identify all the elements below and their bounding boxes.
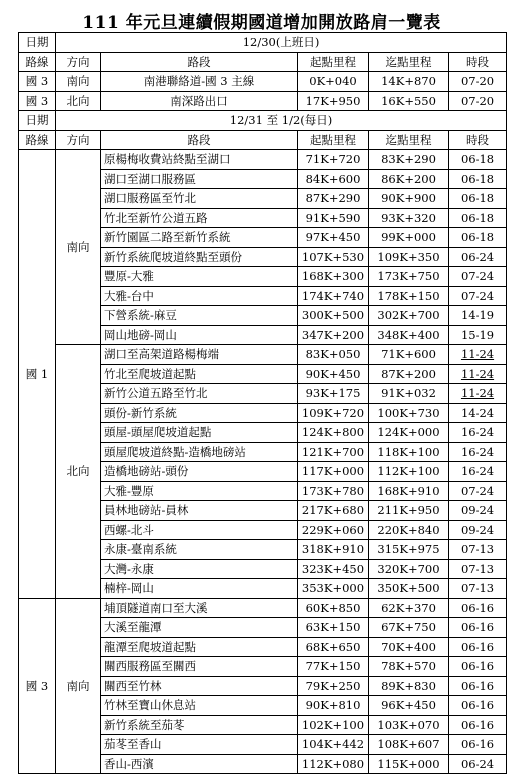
dir-cell: 北向 (56, 91, 101, 111)
end-cell: 70K+400 (369, 637, 449, 657)
end-cell: 93K+320 (369, 208, 449, 228)
end-cell: 302K+700 (369, 306, 449, 326)
end-cell: 173K+750 (369, 267, 449, 287)
start-cell: 347K+200 (298, 325, 369, 345)
section-cell: 湖口至湖口服務區 (101, 169, 298, 189)
time-cell: 14-19 (449, 306, 507, 326)
dir-header: 方向 (56, 52, 101, 72)
section-cell: 新竹公道五路至竹北 (101, 384, 298, 404)
time-cell: 06-16 (449, 715, 507, 735)
start-cell: 168K+300 (298, 267, 369, 287)
start-cell: 71K+720 (298, 150, 369, 170)
start-cell: 83K+050 (298, 345, 369, 365)
time-cell: 09-24 (449, 501, 507, 521)
road-header: 路線 (19, 130, 56, 150)
section-cell: 大雅-豐原 (101, 481, 298, 501)
time-cell: 06-18 (449, 150, 507, 170)
end-cell: 124K+000 (369, 423, 449, 443)
start-cell: 107K+530 (298, 247, 369, 267)
start-cell: 117K+000 (298, 462, 369, 482)
start-cell: 124K+800 (298, 423, 369, 443)
time-cell: 07-24 (449, 267, 507, 287)
road-cell: 國 1 (19, 150, 56, 599)
end-cell: 90K+900 (369, 189, 449, 209)
start-header: 起點里程 (298, 130, 369, 150)
time-cell: 11-24 (449, 384, 507, 404)
time-cell: 07-13 (449, 579, 507, 599)
start-cell: 87K+290 (298, 189, 369, 209)
section-cell: 關西至竹林 (101, 676, 298, 696)
time-cell: 06-24 (449, 754, 507, 774)
section-cell: 大灣-永康 (101, 559, 298, 579)
dir-cell: 南向 (56, 72, 101, 92)
end-cell: 109K+350 (369, 247, 449, 267)
end-cell: 350K+500 (369, 579, 449, 599)
start-cell: 17K+950 (298, 91, 369, 111)
start-cell: 60K+850 (298, 598, 369, 618)
start-cell: 90K+810 (298, 696, 369, 716)
start-cell: 77K+150 (298, 657, 369, 677)
end-cell: 89K+830 (369, 676, 449, 696)
time-cell: 06-16 (449, 598, 507, 618)
date-row (19, 33, 507, 53)
time-cell: 06-18 (449, 208, 507, 228)
time-cell: 07-13 (449, 559, 507, 579)
time-cell: 06-16 (449, 696, 507, 716)
section-cell: 下營系統-麻豆 (101, 306, 298, 326)
table-row (19, 72, 507, 92)
time-cell: 07-24 (449, 481, 507, 501)
time-cell: 06-18 (449, 228, 507, 248)
section-cell: 埔頂隧道南口至大溪 (101, 598, 298, 618)
section-cell: 南港聯絡道-國 3 主線 (101, 72, 298, 92)
time-cell: 06-18 (449, 189, 507, 209)
start-cell: 323K+450 (298, 559, 369, 579)
end-cell: 14K+870 (369, 72, 449, 92)
start-cell: 84K+600 (298, 169, 369, 189)
section-cell: 南深路出口 (101, 91, 298, 111)
road-cell: 國 3 (19, 598, 56, 774)
time-cell: 06-16 (449, 657, 507, 677)
end-header: 迄點里程 (369, 130, 449, 150)
end-cell: 83K+290 (369, 150, 449, 170)
section-cell: 龍潭至爬坡道起點 (101, 637, 298, 657)
date-value: 12/30(上班日) (56, 33, 507, 53)
section-cell: 茄苳至香山 (101, 735, 298, 755)
end-cell: 78K+570 (369, 657, 449, 677)
end-cell: 91K+032 (369, 384, 449, 404)
start-cell: 90K+450 (298, 364, 369, 384)
start-cell: 300K+500 (298, 306, 369, 326)
end-cell: 315K+975 (369, 540, 449, 560)
date-header: 日期 (19, 111, 56, 131)
start-cell: 0K+040 (298, 72, 369, 92)
end-cell: 16K+550 (369, 91, 449, 111)
section-cell: 新竹系統爬坡道終點至頭份 (101, 247, 298, 267)
page-title: 111 年元旦連續假期國道增加開放路肩一覽表 (82, 13, 441, 33)
section-cell: 西螺-北斗 (101, 520, 298, 540)
start-cell: 174K+740 (298, 286, 369, 306)
section-cell: 永康-臺南系統 (101, 540, 298, 560)
end-cell: 320K+700 (369, 559, 449, 579)
end-cell: 118K+100 (369, 442, 449, 462)
time-cell: 14-24 (449, 403, 507, 423)
road-header: 路線 (19, 52, 56, 72)
dir-cell: 南向 (56, 598, 101, 774)
start-cell: 63K+150 (298, 618, 369, 638)
start-cell: 353K+000 (298, 579, 369, 599)
table-row (19, 345, 507, 365)
section-cell: 員林地磅站-員林 (101, 501, 298, 521)
time-header: 時段 (449, 130, 507, 150)
time-cell: 06-16 (449, 676, 507, 696)
section-cell: 岡山地磅-岡山 (101, 325, 298, 345)
start-cell: 173K+780 (298, 481, 369, 501)
section-cell: 頭份-新竹系統 (101, 403, 298, 423)
section-cell: 香山-西濱 (101, 754, 298, 774)
start-cell: 104K+442 (298, 735, 369, 755)
end-cell: 99K+000 (369, 228, 449, 248)
time-cell: 07-20 (449, 91, 507, 111)
start-cell: 97K+450 (298, 228, 369, 248)
section-cell: 湖口至高架道路楊梅端 (101, 345, 298, 365)
section-cell: 竹北至爬坡道起點 (101, 364, 298, 384)
shoulder-schedule-table (18, 32, 507, 774)
start-cell: 121K+700 (298, 442, 369, 462)
end-cell: 108K+607 (369, 735, 449, 755)
time-cell: 11-24 (449, 364, 507, 384)
start-cell: 93K+175 (298, 384, 369, 404)
start-cell: 217K+680 (298, 501, 369, 521)
section-cell: 竹北至新竹公道五路 (101, 208, 298, 228)
time-cell: 07-24 (449, 286, 507, 306)
start-cell: 79K+250 (298, 676, 369, 696)
dir-cell: 南向 (56, 150, 101, 345)
section-cell: 關西服務區至關西 (101, 657, 298, 677)
column-header-row (19, 130, 507, 150)
table-row (19, 598, 507, 618)
end-cell: 112K+100 (369, 462, 449, 482)
end-cell: 211K+950 (369, 501, 449, 521)
end-cell: 71K+600 (369, 345, 449, 365)
dir-cell: 北向 (56, 345, 101, 599)
start-header: 起點里程 (298, 52, 369, 72)
end-cell: 62K+370 (369, 598, 449, 618)
end-cell: 86K+200 (369, 169, 449, 189)
date-value: 12/31 至 1/2(每日) (56, 111, 507, 131)
end-header: 迄點里程 (369, 52, 449, 72)
dir-header: 方向 (56, 130, 101, 150)
section-cell: 竹林至寶山休息站 (101, 696, 298, 716)
end-cell: 168K+910 (369, 481, 449, 501)
end-cell: 100K+730 (369, 403, 449, 423)
end-cell: 67K+750 (369, 618, 449, 638)
end-cell: 115K+000 (369, 754, 449, 774)
section-cell: 頭屋-頭屋爬坡道起點 (101, 423, 298, 443)
time-cell: 11-24 (449, 345, 507, 365)
end-cell: 220K+840 (369, 520, 449, 540)
section-header: 路段 (101, 52, 298, 72)
start-cell: 68K+650 (298, 637, 369, 657)
start-cell: 112K+080 (298, 754, 369, 774)
time-cell: 06-18 (449, 169, 507, 189)
time-cell: 06-16 (449, 735, 507, 755)
time-cell: 09-24 (449, 520, 507, 540)
end-cell: 178K+150 (369, 286, 449, 306)
section-cell: 大雅-台中 (101, 286, 298, 306)
section-header: 路段 (101, 130, 298, 150)
end-cell: 348K+400 (369, 325, 449, 345)
end-cell: 87K+200 (369, 364, 449, 384)
time-cell: 15-19 (449, 325, 507, 345)
time-cell: 06-16 (449, 637, 507, 657)
end-cell: 96K+450 (369, 696, 449, 716)
start-cell: 91K+590 (298, 208, 369, 228)
start-cell: 318K+910 (298, 540, 369, 560)
time-cell: 06-16 (449, 618, 507, 638)
section-cell: 新竹園區二路至新竹系統 (101, 228, 298, 248)
time-cell: 16-24 (449, 442, 507, 462)
section-cell: 頭屋爬坡道終點-造橋地磅站 (101, 442, 298, 462)
section-cell: 造橋地磅站-頭份 (101, 462, 298, 482)
section-cell: 楠梓-岡山 (101, 579, 298, 599)
table-row (19, 150, 507, 170)
date-row (19, 111, 507, 131)
road-cell: 國 3 (19, 91, 56, 111)
start-cell: 102K+100 (298, 715, 369, 735)
section-cell: 新竹系統至茄苳 (101, 715, 298, 735)
start-cell: 109K+720 (298, 403, 369, 423)
table-row (19, 91, 507, 111)
time-header: 時段 (449, 52, 507, 72)
road-cell: 國 3 (19, 72, 56, 92)
end-cell: 103K+070 (369, 715, 449, 735)
time-cell: 16-24 (449, 462, 507, 482)
section-cell: 湖口服務區至竹北 (101, 189, 298, 209)
section-cell: 大溪至龍潭 (101, 618, 298, 638)
section-cell: 原楊梅收費站終點至湖口 (101, 150, 298, 170)
time-cell: 16-24 (449, 423, 507, 443)
column-header-row (19, 52, 507, 72)
section-cell: 豐原-大雅 (101, 267, 298, 287)
time-cell: 06-24 (449, 247, 507, 267)
date-header: 日期 (19, 33, 56, 53)
time-cell: 07-13 (449, 540, 507, 560)
time-cell: 07-20 (449, 72, 507, 92)
start-cell: 229K+060 (298, 520, 369, 540)
